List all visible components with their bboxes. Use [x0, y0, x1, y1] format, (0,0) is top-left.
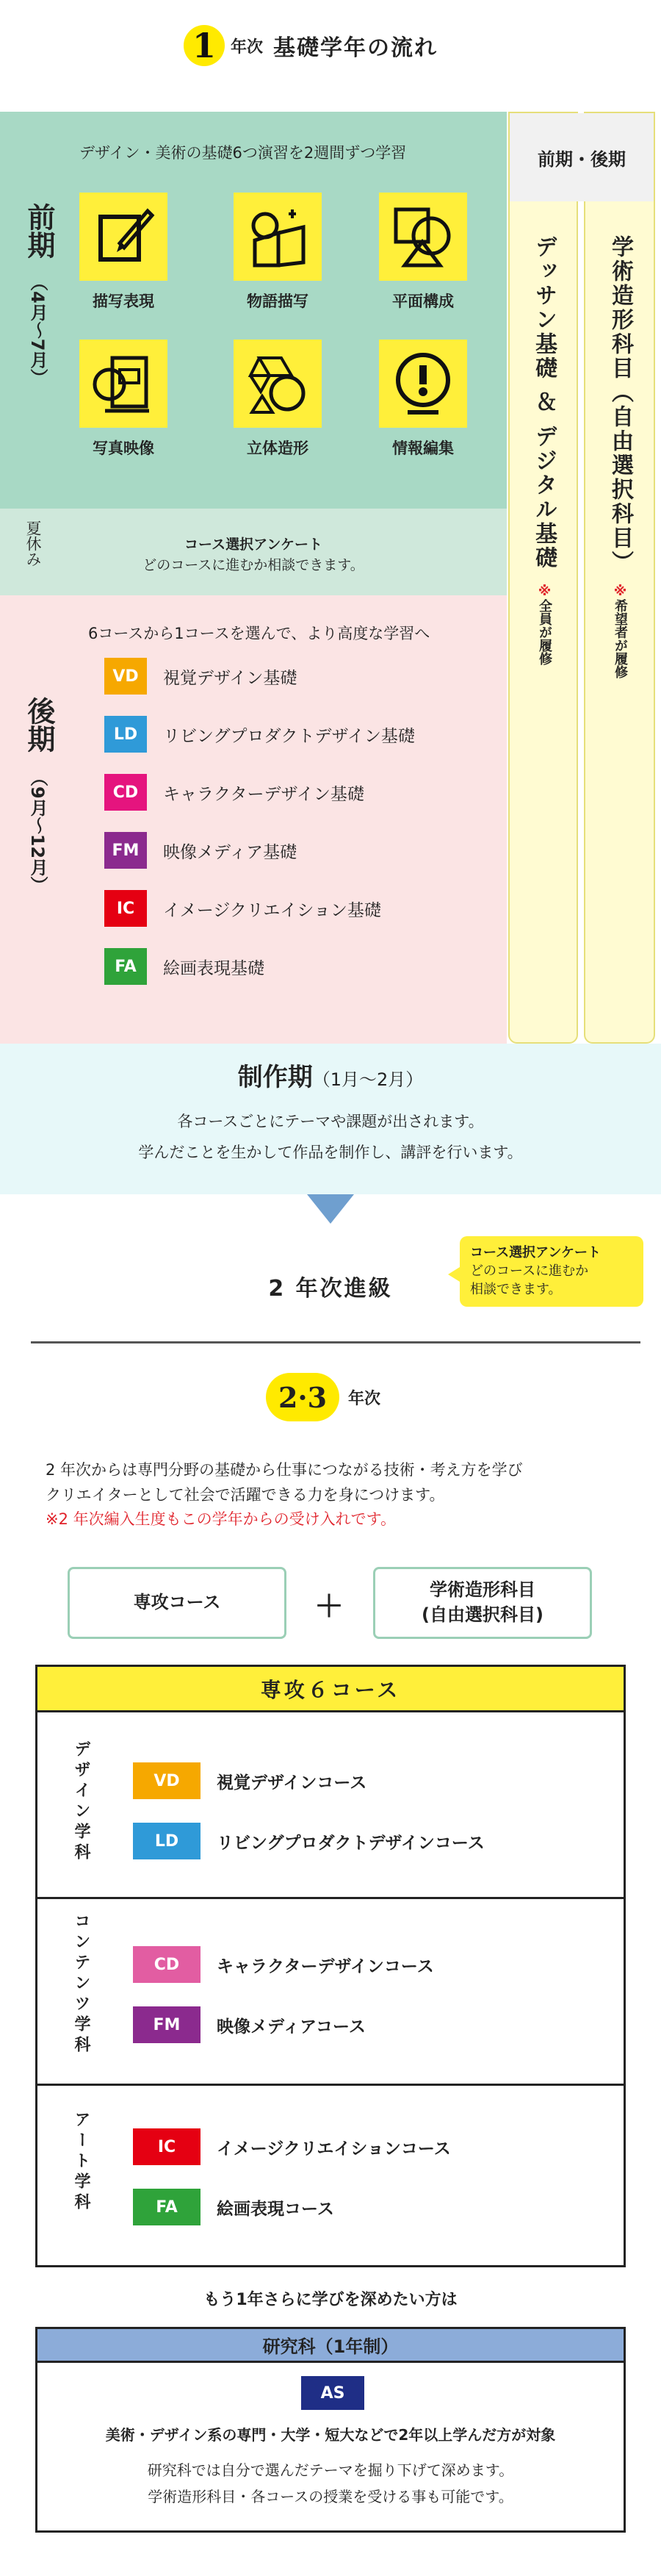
zenki-label: 前期	[23, 203, 55, 259]
pencil-drawing-icon	[79, 193, 167, 281]
course-name: リビングプロダクトデザイン基礎	[163, 726, 415, 746]
course-badge: FA	[104, 948, 147, 985]
section2-header	[266, 1373, 380, 1421]
skill-joho	[379, 340, 467, 459]
course-badge: FM	[133, 2006, 201, 2043]
course-name: イメージクリエイション基礎	[163, 900, 381, 920]
seisaku-line2: 学んだことを生かして作品を制作し、講評を行います。	[138, 1144, 523, 1161]
note-text: 希望者が履修	[613, 599, 628, 678]
kouki-course-cd	[104, 770, 415, 814]
kouki-course-vd	[104, 654, 415, 698]
seisaku-title: 制作期	[237, 1063, 313, 1092]
down-arrow-icon	[307, 1194, 354, 1224]
right-col-gakujutsu	[584, 112, 655, 1044]
desc-note: ※2 年次編入生度もこの学年からの受け入れです。	[46, 1510, 396, 1529]
note-text: 全員が履修	[537, 599, 552, 665]
course-badge: FM	[104, 832, 147, 869]
course-row-ld	[133, 1823, 485, 1859]
gakujutsu-box	[373, 1567, 592, 1639]
course-name: 映像メディア基礎	[163, 842, 297, 862]
course-badge: CD	[133, 1946, 201, 1983]
kenkyu-line1: 美術・デザイン系の専門・大学・短大などで2年以上学んだ方が対象	[105, 2426, 556, 2444]
course-badge: LD	[104, 716, 147, 753]
skill-byosha	[79, 193, 167, 312]
skill-rittai	[234, 340, 322, 459]
dept-label: デザイン学科	[72, 1740, 90, 1864]
course-badge: VD	[133, 1762, 201, 1799]
skill-label: 物語描写	[247, 293, 308, 310]
course-badge: IC	[104, 890, 147, 927]
kenkyu-intro: もう1年さらに学びを深めたい方は	[203, 2291, 458, 2309]
course-name: 視覚デザインコース	[217, 1773, 367, 1793]
kenkyu-line2: 研究科では自分で選んだテーマを掘り下げて深めます。	[147, 2461, 514, 2479]
dept-label: アート学科	[72, 2111, 90, 2214]
senko-title: 専攻６コース	[37, 1667, 624, 1712]
seisaku-heading	[0, 1057, 661, 1093]
year-number: 1	[192, 26, 216, 65]
kenkyu-line3: 学術造形科目・各コースの授業を受ける事も可能です。	[148, 2488, 513, 2505]
right-col-dessin	[508, 112, 578, 1044]
skill-shashin	[79, 340, 167, 459]
course-name: キャラクターデザインコース	[217, 1956, 434, 1976]
course-badge: FA	[133, 2189, 201, 2225]
plus-sign: ＋	[314, 1590, 344, 1624]
senko-6-course-table	[35, 1665, 626, 2267]
kouki-block	[0, 595, 507, 1044]
natsu-line2: どのコースに進むか相談できます。	[142, 557, 364, 573]
course-badge: LD	[133, 1823, 201, 1859]
section1-title: 基礎学年の流れ	[273, 35, 438, 61]
skill-monogatari	[234, 193, 322, 312]
zenki-block	[0, 112, 507, 509]
section1-header	[184, 25, 438, 66]
senko-course-box: 専攻コース	[68, 1567, 286, 1639]
right-col-header: 前期・後期	[510, 113, 654, 201]
seisaku-period: （1月〜2月）	[312, 1069, 424, 1090]
kouki-course-list	[104, 654, 415, 989]
course-badge-as: AS	[301, 2376, 364, 2410]
kouki-course-fa	[104, 944, 415, 989]
section2-desc	[46, 1458, 523, 1532]
course-row-cd	[133, 1946, 434, 1983]
skill-label: 情報編集	[392, 440, 454, 457]
zenki-period: （4月〜7月）	[27, 273, 48, 387]
info-icon	[379, 340, 467, 428]
skill-label: 描写表現	[93, 293, 154, 310]
skill-label: 平面構成	[392, 293, 454, 310]
kouki-label: 後期	[23, 697, 55, 753]
natsu-line1: コース選択アンケート	[184, 537, 322, 553]
course-row-fm	[133, 2006, 366, 2043]
year-1-badge	[184, 25, 225, 66]
survey-bubble	[460, 1236, 643, 1307]
story-icon	[234, 193, 322, 281]
kouki-course-ld	[104, 712, 415, 756]
course-badge: IC	[133, 2128, 201, 2165]
desc-line2: クリエイターとして社会で活躍できる力を身につけます。	[46, 1485, 445, 1504]
course-row-fa	[133, 2189, 334, 2225]
natsu-block	[0, 509, 507, 595]
course-name: 映像メディアコース	[217, 2017, 366, 2037]
dessin-digital-text: デッサン基礎 ＆ デジタル基礎	[531, 235, 557, 570]
divider	[31, 1341, 640, 1343]
kenkyu-title: 研究科（1年制）	[37, 2329, 624, 2363]
course-name: 絵画表現基礎	[163, 958, 264, 978]
gakujutsu-text: 学術造形科目（自由選択科目）	[607, 235, 633, 575]
course-badge: VD	[104, 658, 147, 695]
kouki-course-ic	[104, 886, 415, 930]
desc-line1: 2 年次からは専門分野の基礎から仕事につながる技術・考え方を学び	[46, 1461, 523, 1479]
skill-label: 写真映像	[93, 440, 154, 457]
kouki-course-fm	[104, 828, 415, 872]
course-name: リビングプロダクトデザインコース	[217, 1833, 485, 1853]
gakujutsu-box-line2: (自由選択科目)	[422, 1604, 543, 1625]
bubble-line2: どのコースに進むか	[470, 1263, 589, 1280]
course-name: 絵画表現コース	[217, 2199, 334, 2219]
skill-heimen	[379, 193, 467, 312]
course-row-vd	[133, 1762, 366, 1799]
note-mark: ※	[537, 584, 552, 599]
natsu-label: 夏休み	[24, 520, 42, 567]
dept-design	[37, 1712, 624, 1899]
dept-label: コンテンツ学科	[72, 1912, 90, 2056]
course-name: キャラクターデザイン基礎	[163, 784, 364, 804]
shinkyu-title: 2 年次進級	[268, 1276, 393, 1302]
seisaku-line1: 各コースごとにテーマや課題が出されます。	[177, 1113, 484, 1130]
course-row-ic	[133, 2128, 451, 2165]
skill-label: 立体造形	[247, 440, 308, 457]
year-23-badge	[266, 1373, 339, 1421]
year-number: 2·3	[278, 1380, 328, 1414]
course-name: 視覚デザイン基礎	[163, 668, 297, 688]
gakujutsu-note	[610, 584, 629, 678]
gakujutsu-box-line1: 学術造形科目	[430, 1579, 535, 1601]
kenkyu-box	[35, 2327, 626, 2533]
kouki-period: （9月〜12月）	[27, 769, 48, 894]
year-unit: 年次	[231, 37, 264, 57]
course-badge: CD	[104, 774, 147, 811]
note-mark: ※	[613, 584, 628, 599]
seisaku-block	[0, 1044, 661, 1194]
cube-icon	[234, 340, 322, 428]
kouki-intro: 6コースから1コースを選んで、より高度な学習へ	[88, 625, 430, 642]
dept-contents	[37, 1899, 624, 2086]
shapes-icon	[379, 193, 467, 281]
dessin-note	[535, 584, 554, 665]
bubble-line3: 相談できます。	[470, 1282, 562, 1298]
year-unit: 年次	[348, 1389, 381, 1408]
camera-icon	[79, 340, 167, 428]
dept-art	[37, 2086, 624, 2265]
bubble-line1: コース選択アンケート	[470, 1245, 602, 1260]
zenki-intro: デザイン・美術の基礎6つ演習を2週間ずつ学習	[79, 144, 407, 162]
course-name: イメージクリエイションコース	[217, 2139, 451, 2159]
